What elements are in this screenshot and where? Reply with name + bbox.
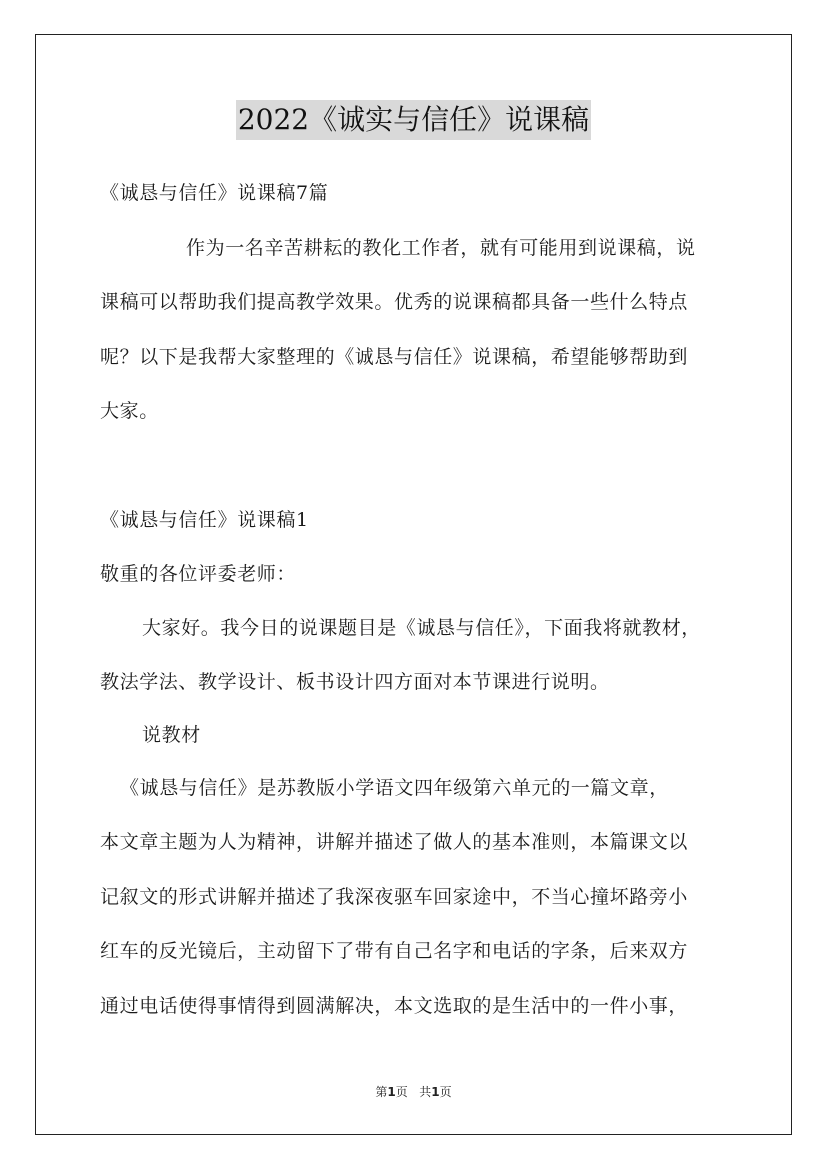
para2-line-4: 红车的反光镜后，主动留下了带有自己名字和电话的字条，后来双方 (100, 940, 689, 962)
title-container (0, 100, 827, 140)
subheading: 说教材 (142, 724, 201, 746)
footer-page-number: 1 (387, 1085, 396, 1099)
section-heading: 《诚恳与信任》说课稿1 (100, 509, 309, 531)
document-title: 2022《诚实与信任》说课稿 (236, 100, 591, 140)
intro-line-2: 课稿可以帮助我们提高教学效果。优秀的说课稿都具备一些什么特点 (100, 291, 689, 313)
document-subtitle: 《诚恳与信任》说课稿7篇 (100, 182, 329, 204)
para1-line-2: 教法学法、教学设计、板书设计四方面对本节课进行说明。 (100, 671, 610, 693)
intro-line-1: 作为一名辛苦耕耘的教化工作者，就有可能用到说课稿，说 (186, 237, 696, 259)
para2-line-3: 记叙文的形式讲解并描述了我深夜驱车回家途中，不当心撞坏路旁小 (100, 886, 689, 908)
intro-line-4: 大家。 (100, 400, 159, 422)
para2-line-1: 《诚恳与信任》是苏教版小学语文四年级第六单元的一篇文章， (120, 777, 669, 799)
para1-line-1: 大家好。我今日的说课题目是《诚恳与信任》，下面我将就教材， (142, 617, 701, 639)
para2-line-2: 本文章主题为人为精神，讲解并描述了做人的基本准则，本篇课文以 (100, 831, 689, 853)
para2-line-5: 通过电话使得事情得到圆满解决，本文选取的是生活中的一件小事， (100, 995, 689, 1017)
footer-prefix: 第 (375, 1085, 388, 1099)
footer-mid: 页 共 (395, 1085, 432, 1099)
intro-line-3: 呢？以下是我帮大家整理的《诚恳与信任》说课稿，希望能够帮助到 (100, 346, 689, 368)
footer-total-pages: 1 (431, 1085, 440, 1099)
salutation: 敬重的各位评委老师： (100, 563, 297, 585)
footer-suffix: 页 (439, 1085, 452, 1099)
page-footer (0, 1084, 827, 1100)
